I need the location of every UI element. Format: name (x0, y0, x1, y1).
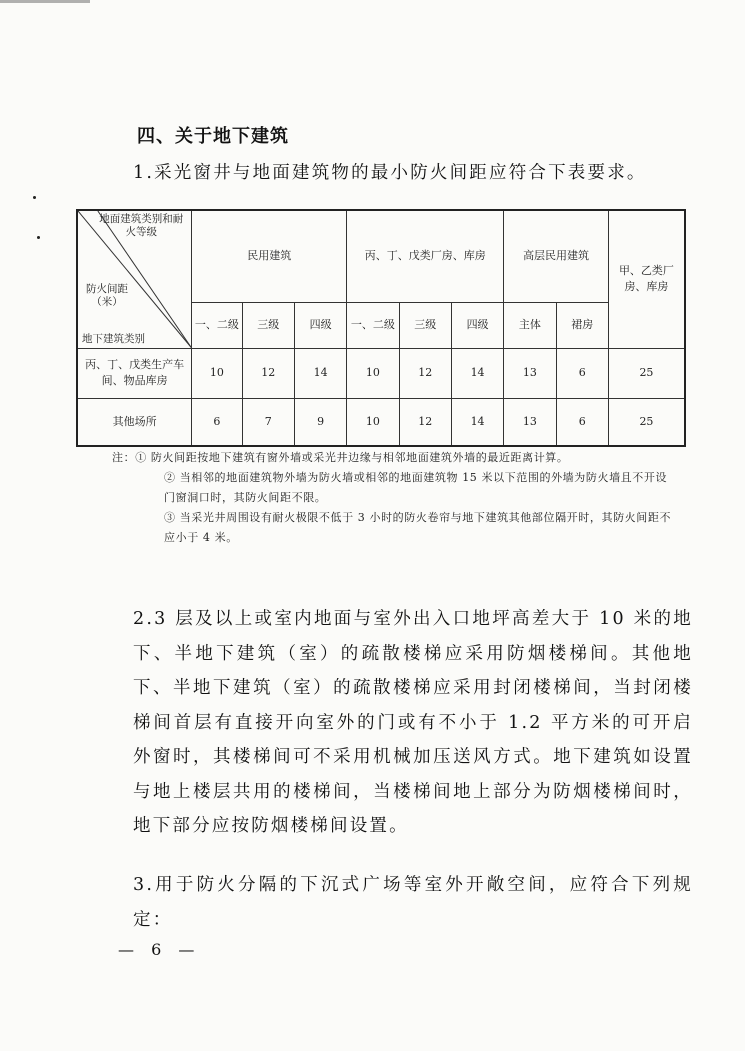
sub-header: 裙房 (556, 302, 608, 348)
table-cell: 10 (347, 348, 399, 398)
table-cell: 10 (347, 398, 399, 446)
table-cell: 12 (399, 398, 451, 446)
fire-distance-table (76, 209, 686, 447)
table-notes (112, 448, 672, 548)
group-header: 丙、丁、戊类厂房、库房 (347, 210, 504, 302)
table-corner-header (77, 210, 192, 348)
sub-header: 三级 (242, 302, 294, 348)
corner-label-mid: 防火间距（米） (86, 283, 128, 308)
corner-label-top: 地面建筑类别和耐火等级 (99, 213, 184, 238)
group-header: 高层民用建筑 (504, 210, 609, 302)
table-cell: 13 (504, 398, 556, 446)
table-cell: 10 (192, 348, 242, 398)
page-number: — 6 — (118, 940, 201, 959)
section-heading: 四、关于地下建筑 (137, 126, 289, 147)
group-header: 民用建筑 (192, 210, 347, 302)
note-1-text: ① 防火间距按地下建筑有窗外墙或采光井边缘与相邻地面建筑外墙的最近距离计算。 (135, 451, 569, 464)
sub-header: 三级 (399, 302, 451, 348)
paragraph-3: 3.用于防火分隔的下沉式广场等室外开敞空间，应符合下列规定： (133, 875, 693, 930)
table-row (77, 398, 685, 446)
table-cell: 6 (556, 348, 608, 398)
scan-speck (37, 236, 40, 239)
row-label: 其他场所 (77, 398, 192, 446)
table-cell: 6 (556, 398, 608, 446)
table-cell: 14 (451, 348, 503, 398)
table-cell: 7 (242, 398, 294, 446)
sub-header: 主体 (504, 302, 556, 348)
scan-edge-mark (0, 0, 90, 3)
table-cell: 6 (192, 398, 242, 446)
note-1 (112, 448, 672, 468)
table-cell: 25 (608, 398, 685, 446)
sub-header: 一、二级 (192, 302, 242, 348)
sub-header: 四级 (294, 302, 346, 348)
sub-header: 四级 (451, 302, 503, 348)
scan-speck (33, 196, 36, 199)
table-cell: 14 (294, 348, 346, 398)
group-header: 甲、乙类厂房、库房 (608, 210, 685, 348)
table-cell: 9 (294, 398, 346, 446)
note-prefix: 注： (112, 451, 136, 464)
note-3: ③ 当采光井周围设有耐火极限不低于 3 小时的防火卷帘与地下建筑其他部位隔开时，其防火间距不应小于 4 米。 (164, 511, 672, 544)
sub-header: 一、二级 (347, 302, 399, 348)
table-cell: 12 (399, 348, 451, 398)
paragraph-1: 1.采光窗井与地面建筑物的最小防火间距应符合下表要求。 (133, 163, 647, 183)
row-label: 丙、丁、戊类生产车间、物品库房 (77, 348, 192, 398)
table-cell: 14 (451, 398, 503, 446)
table-cell: 12 (242, 348, 294, 398)
table-row (77, 348, 685, 398)
corner-label-bottom: 地下建筑类别 (82, 332, 145, 345)
table-cell: 25 (608, 348, 685, 398)
note-2: ② 当相邻的地面建筑物外墙为防火墙或相邻的地面建筑物 15 米以下范围的外墙为防火墙且不开设门窗洞口时，其防火间距不限。 (164, 471, 668, 504)
paragraph-2: 2.3 层及以上或室内地面与室外出入口地坪高差大于 10 米的地下、半地下建筑（室）的疏散楼梯应采用防烟楼梯间。其他地下、半地下建筑（室）的疏散楼梯应采用封闭楼梯间，当封闭楼梯间首层有直接开向室外的门或有不小于 1.2 平方米的可开启外窗时，其楼梯间可不采用机械加压送风方式。地下建筑如设置与地上楼层共用的楼梯间，当楼梯间地上部分为防烟楼梯间时，地下部分应按防烟楼梯间设置。 (133, 609, 693, 836)
table-cell: 13 (504, 348, 556, 398)
